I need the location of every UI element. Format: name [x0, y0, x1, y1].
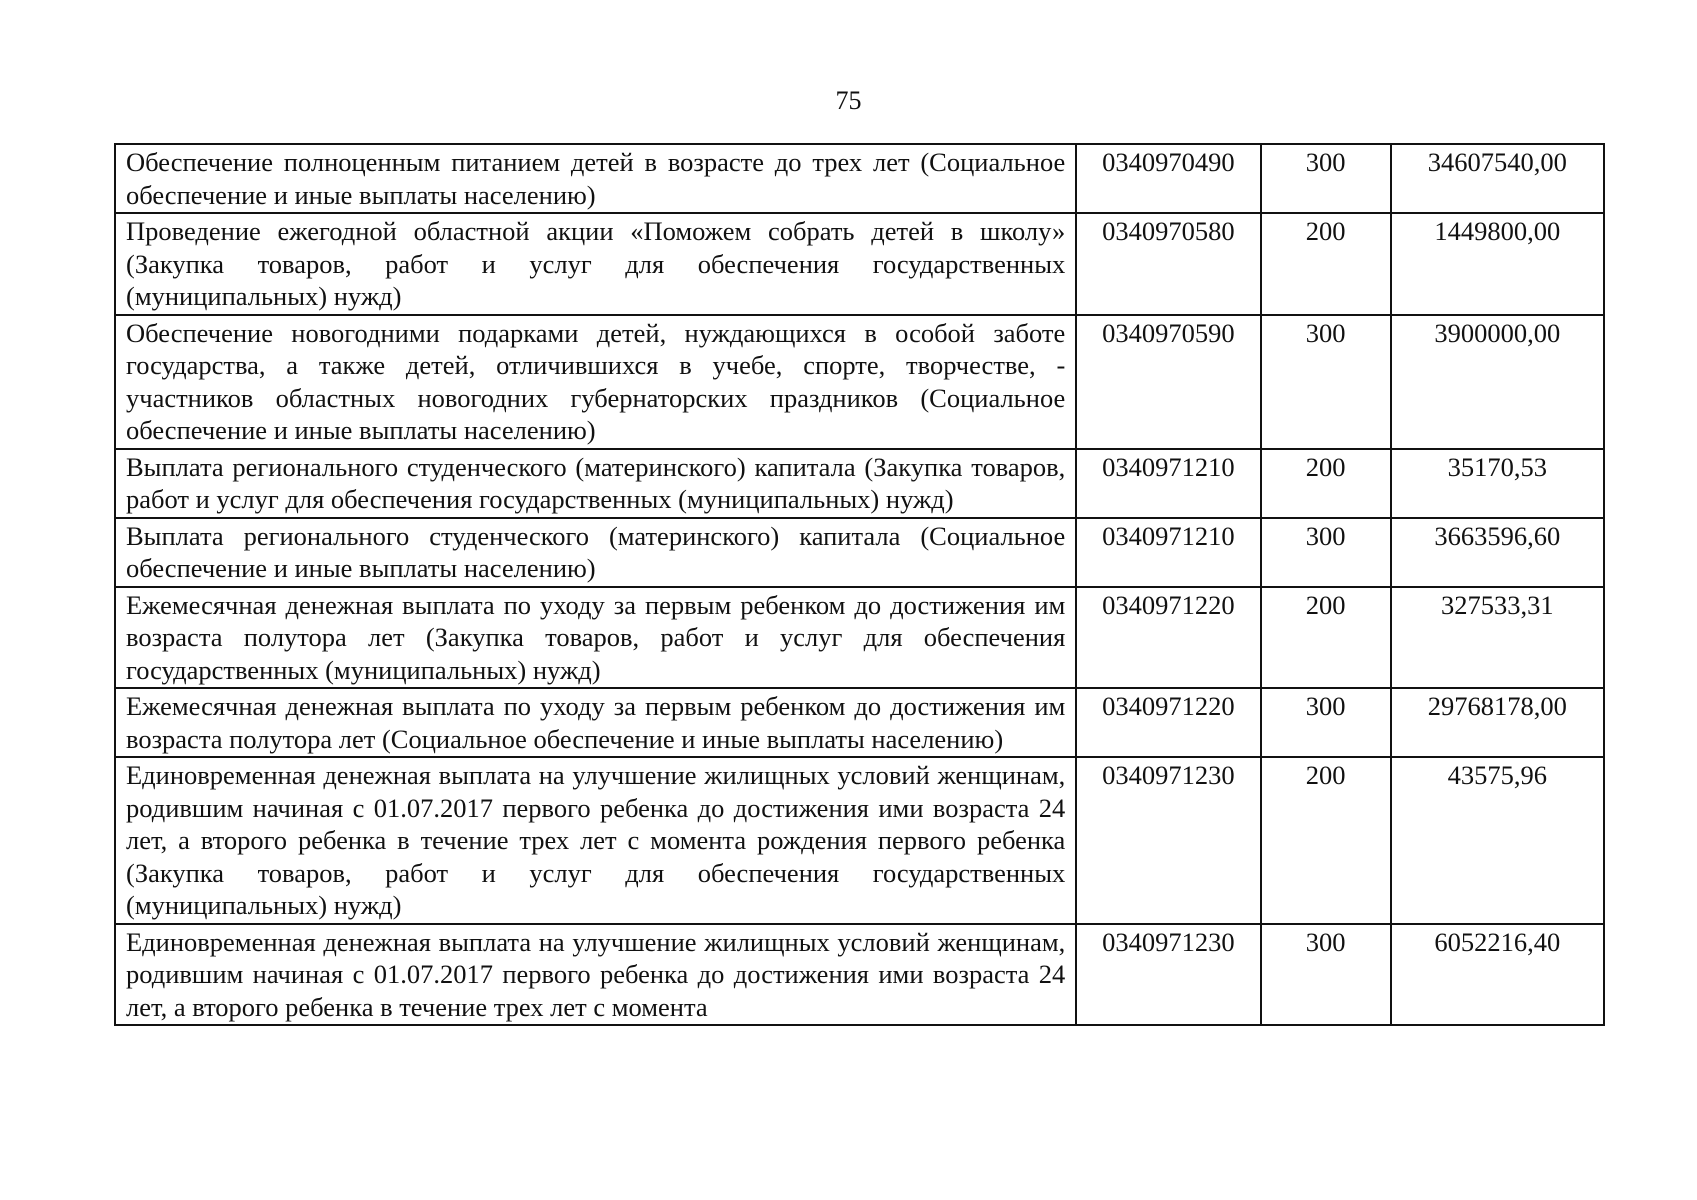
row-amount: 6052216,40 — [1391, 924, 1604, 1026]
row-expense-type: 300 — [1261, 144, 1391, 213]
table-row — [115, 213, 1604, 315]
row-amount: 3663596,60 — [1391, 518, 1604, 587]
row-amount: 327533,31 — [1391, 587, 1604, 689]
table-row — [115, 587, 1604, 689]
row-target-code: 0340971220 — [1076, 688, 1260, 757]
row-description: Выплата регионального студенческого (материнского) капитала (Социальное обеспечение и иные выплаты населению) — [115, 518, 1076, 587]
row-expense-type: 300 — [1261, 315, 1391, 449]
row-description: Ежемесячная денежная выплата по уходу за первым ребенком до достижения им возраста полутора лет (Закупка товаров, работ и услуг для обеспечения государственных (муниципальных) нужд) — [115, 587, 1076, 689]
row-amount: 29768178,00 — [1391, 688, 1604, 757]
row-expense-type: 200 — [1261, 449, 1391, 518]
row-description: Проведение ежегодной областной акции «Поможем собрать детей в школу» (Закупка товаров, работ и услуг для обеспечения государственных (муниципальных) нужд) — [115, 213, 1076, 315]
row-expense-type: 200 — [1261, 213, 1391, 315]
table-row — [115, 315, 1604, 449]
row-expense-type: 300 — [1261, 688, 1391, 757]
row-target-code: 0340971220 — [1076, 587, 1260, 689]
row-target-code: 0340970490 — [1076, 144, 1260, 213]
budget-table — [114, 143, 1605, 1026]
row-target-code: 0340971210 — [1076, 518, 1260, 587]
row-description: Единовременная денежная выплата на улучшение жилищных условий женщинам, родившим начиная с 01.07.2017 первого ребенка до достижения ими возраста 24 лет, а второго ребенка в течение трех лет с момента — [115, 924, 1076, 1026]
table-row — [115, 757, 1604, 924]
row-amount: 34607540,00 — [1391, 144, 1604, 213]
row-target-code: 0340971230 — [1076, 924, 1260, 1026]
row-expense-type: 300 — [1261, 924, 1391, 1026]
row-amount: 35170,53 — [1391, 449, 1604, 518]
row-amount: 3900000,00 — [1391, 315, 1604, 449]
table-row — [115, 518, 1604, 587]
table-row — [115, 144, 1604, 213]
row-expense-type: 200 — [1261, 757, 1391, 924]
table-row — [115, 924, 1604, 1026]
table-row — [115, 449, 1604, 518]
row-description: Обеспечение полноценным питанием детей в возрасте до трех лет (Социальное обеспечение и иные выплаты населению) — [115, 144, 1076, 213]
row-amount: 1449800,00 — [1391, 213, 1604, 315]
row-description: Выплата регионального студенческого (материнского) капитала (Закупка товаров, работ и услуг для обеспечения государственных (муниципальных) нужд) — [115, 449, 1076, 518]
row-target-code: 0340970580 — [1076, 213, 1260, 315]
page-number: 75 — [835, 86, 862, 115]
row-target-code: 0340971210 — [1076, 449, 1260, 518]
row-expense-type: 200 — [1261, 587, 1391, 689]
row-target-code: 0340971230 — [1076, 757, 1260, 924]
row-expense-type: 300 — [1261, 518, 1391, 587]
row-description: Ежемесячная денежная выплата по уходу за первым ребенком до достижения им возраста полутора лет (Социальное обеспечение и иные выплаты населению) — [115, 688, 1076, 757]
row-description: Единовременная денежная выплата на улучшение жилищных условий женщинам, родившим начиная с 01.07.2017 первого ребенка до достижения ими возраста 24 лет, а второго ребенка в течение трех лет с момента рождения первого ребенка (Закупка товаров, работ и услуг для обеспечения государственных (муниципальных) нужд) — [115, 757, 1076, 924]
row-target-code: 0340970590 — [1076, 315, 1260, 449]
row-description: Обеспечение новогодними подарками детей, нуждающихся в особой заботе государства, а также детей, отличившихся в учебе, спорте, творчестве, - участников областных новогодних губернаторских праздников (Социальное обеспечение и иные выплаты населению) — [115, 315, 1076, 449]
table-row — [115, 688, 1604, 757]
row-amount: 43575,96 — [1391, 757, 1604, 924]
